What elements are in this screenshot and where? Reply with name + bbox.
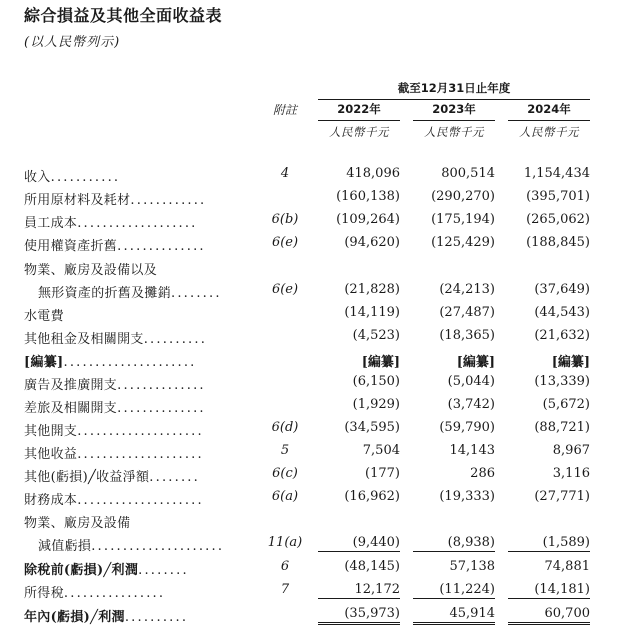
year-column-2023 [413,101,495,140]
period-header: 截至12月31日止年度 [318,80,590,100]
row-note: 6(c) [272,466,298,481]
value-2024: (27,771) [534,489,590,504]
row-label: 所用原材料及耗材............ [24,193,207,208]
table-row [0,397,637,419]
value-2024: 8,967 [552,443,590,458]
row-label: [編纂]..................... [24,355,197,370]
value-2024: (188,845) [526,235,590,250]
value-2022: (160,138) [336,189,400,204]
value-2023: (18,365) [439,328,495,343]
value-2022: 7,504 [362,443,400,458]
value-2022: (48,145) [344,559,400,574]
value-2024: 74,881 [544,559,590,574]
table-row [0,489,637,511]
year-column-2022 [318,101,400,140]
row-note: 6(e) [271,235,299,250]
value-2023: [編纂] [456,355,495,370]
value-2022: (6,150) [352,374,400,389]
row-note: 11(a) [267,535,303,550]
year-label: 2024年 [508,101,590,121]
row-label: 員工成本................... [24,216,198,231]
row-label: 年內(虧損)╱利潤.......... [24,610,189,625]
value-2024: (1,589) [508,535,590,552]
value-2024: (5,672) [542,397,590,412]
row-label: 其他開支.................... [24,424,204,439]
value-2023: 286 [470,466,495,481]
table-row [0,374,637,396]
value-2022: 418,096 [346,166,400,181]
value-2022: 12,172 [318,582,400,599]
statement-title: 綜合損益及其他全面收益表 [24,6,223,25]
value-2023: (8,938) [413,535,495,552]
value-2022: (35,973) [318,606,400,625]
row-label: 其他租金及相關開支.......... [24,332,208,347]
row-note: 6(e) [271,282,299,297]
table-row [0,582,637,604]
row-label: 水電費 [24,309,64,324]
row-label: 收入........... [24,170,121,185]
value-2023: (5,044) [447,374,495,389]
value-2023: (290,270) [431,189,495,204]
table-row [0,351,637,373]
value-2024: (21,632) [534,328,590,343]
unit-label: 人民幣千元 [519,125,579,139]
table-row [0,606,637,628]
row-label: 差旅及相關開支.............. [24,401,206,416]
value-2023: (11,224) [413,582,495,599]
value-2022: (14,119) [344,305,400,320]
value-2024: (88,721) [534,420,590,435]
value-2024: 60,700 [508,606,590,625]
value-2023: (59,790) [439,420,495,435]
unit-label: 人民幣千元 [424,125,484,139]
year-column-2024 [508,101,590,140]
value-2023: 57,138 [449,559,495,574]
row-label: 所得稅................ [24,586,166,601]
value-2024: (44,543) [534,305,590,320]
table-row [0,443,637,465]
table-row [0,420,637,442]
value-2024: 1,154,434 [523,166,590,181]
value-2024: (13,339) [534,374,590,389]
row-note: 7 [280,582,290,597]
row-note: 6 [280,559,290,574]
value-2022: [編纂] [361,355,400,370]
table-row [0,189,637,211]
table-row [0,212,637,234]
table-row [0,559,637,581]
value-2022: (21,828) [344,282,400,297]
year-label: 2022年 [318,101,400,121]
table-row [0,166,637,188]
row-label: 其他收益.................... [24,447,204,462]
currency-note: (以人民幣列示) [24,35,121,50]
value-2024: (265,062) [526,212,590,227]
row-note: 5 [280,443,290,458]
row-label: 其他(虧損)╱收益淨額........ [24,470,200,485]
table-row [0,235,637,257]
value-2023: 45,914 [413,606,495,625]
row-label: 物業、廠房及設備以及 [24,263,158,278]
value-2023: (125,429) [431,235,495,250]
table-row [0,282,637,304]
value-2022: (16,962) [344,489,400,504]
value-2023: (3,742) [447,397,495,412]
row-label: 物業、廠房及設備 [24,516,131,531]
row-note: 6(d) [271,420,299,435]
table-row [0,305,637,327]
value-2023: 14,143 [449,443,495,458]
row-label: 使用權資產折舊.............. [24,239,206,254]
value-2022: (34,595) [344,420,400,435]
value-2024: 3,116 [552,466,590,481]
table-row [0,328,637,350]
value-2024: (37,649) [534,282,590,297]
row-label: 財務成本.................... [24,493,204,508]
row-note: 6(b) [271,212,299,227]
value-2023: 800,514 [441,166,495,181]
value-2024: (14,181) [508,582,590,599]
row-label: 無形資產的折舊及攤銷........ [38,286,222,301]
value-2023: (24,213) [439,282,495,297]
value-2023: (19,333) [439,489,495,504]
row-label: 廣告及推廣開支.............. [24,378,206,393]
value-2022: (9,440) [318,535,400,552]
year-label: 2023年 [413,101,495,121]
value-2023: (27,487) [439,305,495,320]
table-row [0,535,637,557]
row-label: 減值虧損..................... [38,539,225,554]
value-2022: (109,264) [336,212,400,227]
row-note: 4 [280,166,290,181]
value-2024: (395,701) [526,189,590,204]
value-2022: (177) [365,466,400,481]
value-2023: (175,194) [431,212,495,227]
row-label: 除稅前(虧損)╱利潤........ [24,563,189,578]
value-2022: (4,523) [352,328,400,343]
note-column-header: 附註 [272,103,297,117]
table-row [0,466,637,488]
value-2024: [編纂] [551,355,590,370]
unit-label: 人民幣千元 [329,125,389,139]
table-row [0,512,637,534]
value-2022: (1,929) [352,397,400,412]
table-row [0,259,637,281]
value-2022: (94,620) [344,235,400,250]
row-note: 6(a) [271,489,299,504]
